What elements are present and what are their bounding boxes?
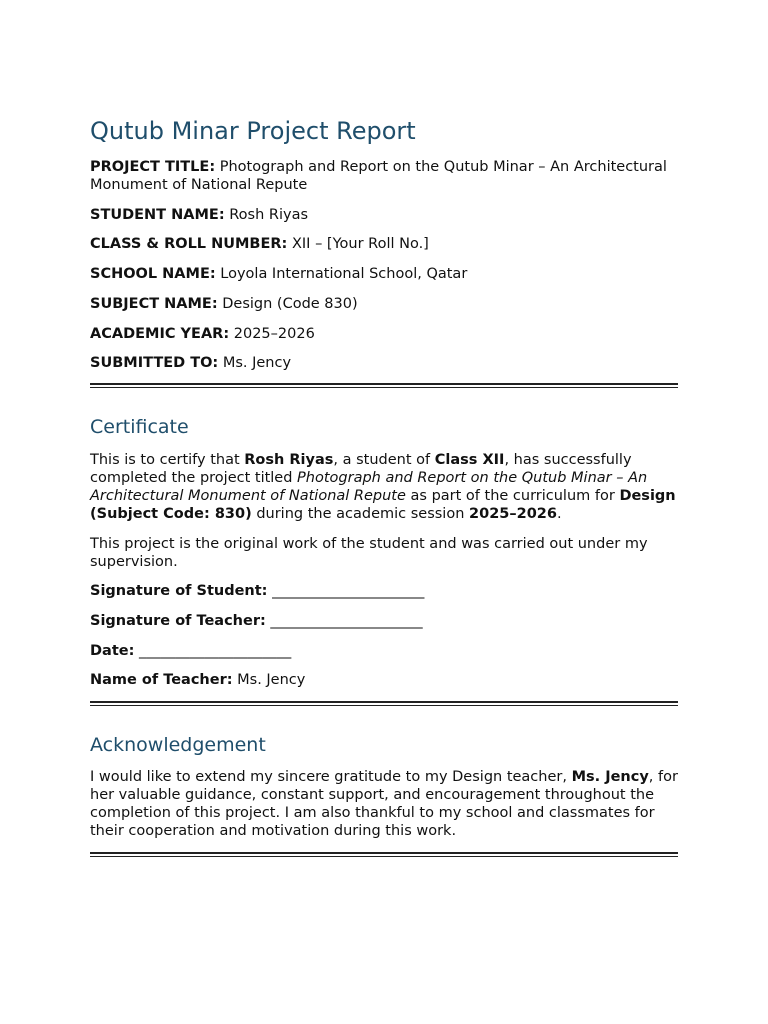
- acknowledgement-text-a: I would like to extend my sincere gratitude to my Design teacher,: [90, 769, 572, 785]
- signature-teacher-label: Signature of Teacher:: [90, 613, 266, 629]
- class-roll-field: [90, 235, 678, 253]
- student-name-value: Rosh Riyas: [229, 207, 309, 223]
- signature-student-label: Signature of Student:: [90, 583, 268, 599]
- certificate-text-g: as part of the curriculum for: [405, 488, 620, 504]
- subject-name-field: [90, 295, 678, 313]
- signature-teacher-line: [90, 612, 678, 630]
- certificate-text-a: This is to certify that: [90, 452, 245, 468]
- certificate-session: 2025–2026: [469, 506, 557, 522]
- certificate-text-i: during the academic session: [251, 506, 470, 522]
- certificate-text-k: .: [556, 506, 562, 522]
- acknowledgement-text-c: , for her valuable guidance, constant support, and encouragement throughout the completion of this project. I am also thankful to my school and classmates for their cooperation and motivation during this work.: [90, 769, 678, 839]
- document-title: Qutub Minar Project Report: [90, 117, 416, 145]
- submitted-to-label: SUBMITTED TO:: [90, 355, 219, 371]
- submitted-to-field: [90, 354, 678, 372]
- section-divider: [90, 383, 678, 388]
- date-blank: _____________________: [134, 643, 292, 659]
- teacher-name-value: Ms. Jency: [232, 672, 306, 688]
- class-roll-value: XII – [Your Roll No.]: [291, 236, 429, 252]
- certificate-project-title: Photograph and Report on the Qutub Minar – An Architectural Monument of National Repute: [90, 470, 648, 504]
- academic-year-label: ACADEMIC YEAR:: [90, 326, 230, 342]
- signature-teacher-blank: _____________________: [265, 613, 423, 629]
- acknowledgement-heading: Acknowledgement: [90, 734, 266, 756]
- certificate-supervision-paragraph: This project is the original work of the student and was carried out under my supervision.: [90, 536, 648, 570]
- subject-name-value: Design (Code 830): [222, 296, 358, 312]
- section-divider: [90, 701, 678, 706]
- academic-year-field: [90, 325, 678, 343]
- acknowledgement-paragraph: [90, 768, 678, 840]
- certificate-text-e: , has successfully completed the project titled: [90, 452, 632, 486]
- signature-student-blank: _____________________: [267, 583, 425, 599]
- section-divider: [90, 852, 678, 857]
- project-title-label: PROJECT TITLE:: [90, 159, 216, 175]
- signature-student-line: [90, 582, 678, 600]
- student-name-field: [90, 206, 678, 224]
- teacher-name-label: Name of Teacher:: [90, 672, 233, 688]
- certificate-heading: Certificate: [90, 416, 189, 438]
- date-label: Date:: [90, 643, 135, 659]
- certificate-class: Class XII: [434, 452, 505, 468]
- academic-year-value: 2025–2026: [233, 326, 315, 342]
- student-name-label: STUDENT NAME:: [90, 207, 225, 223]
- subject-name-label: SUBJECT NAME:: [90, 296, 218, 312]
- acknowledgement-teacher-name: Ms. Jency: [571, 769, 649, 785]
- school-name-field: [90, 265, 678, 283]
- certificate-subject: Design (Subject Code: 830): [90, 488, 676, 522]
- certificate-student-name: Rosh Riyas: [244, 452, 334, 468]
- project-title-value: Photograph and Report on the Qutub Minar – An Architectural Monument of National Repute: [90, 159, 667, 193]
- date-line: [90, 642, 678, 660]
- teacher-name-line: [90, 671, 678, 689]
- school-name-label: SCHOOL NAME:: [90, 266, 216, 282]
- certificate-text-c: , a student of: [333, 452, 435, 468]
- submitted-to-value: Ms. Jency: [222, 355, 292, 371]
- certificate-paragraph: [90, 451, 678, 523]
- project-title-field: [90, 158, 678, 194]
- class-roll-label: CLASS & ROLL NUMBER:: [90, 236, 288, 252]
- school-name-value: Loyola International School, Qatar: [220, 266, 468, 282]
